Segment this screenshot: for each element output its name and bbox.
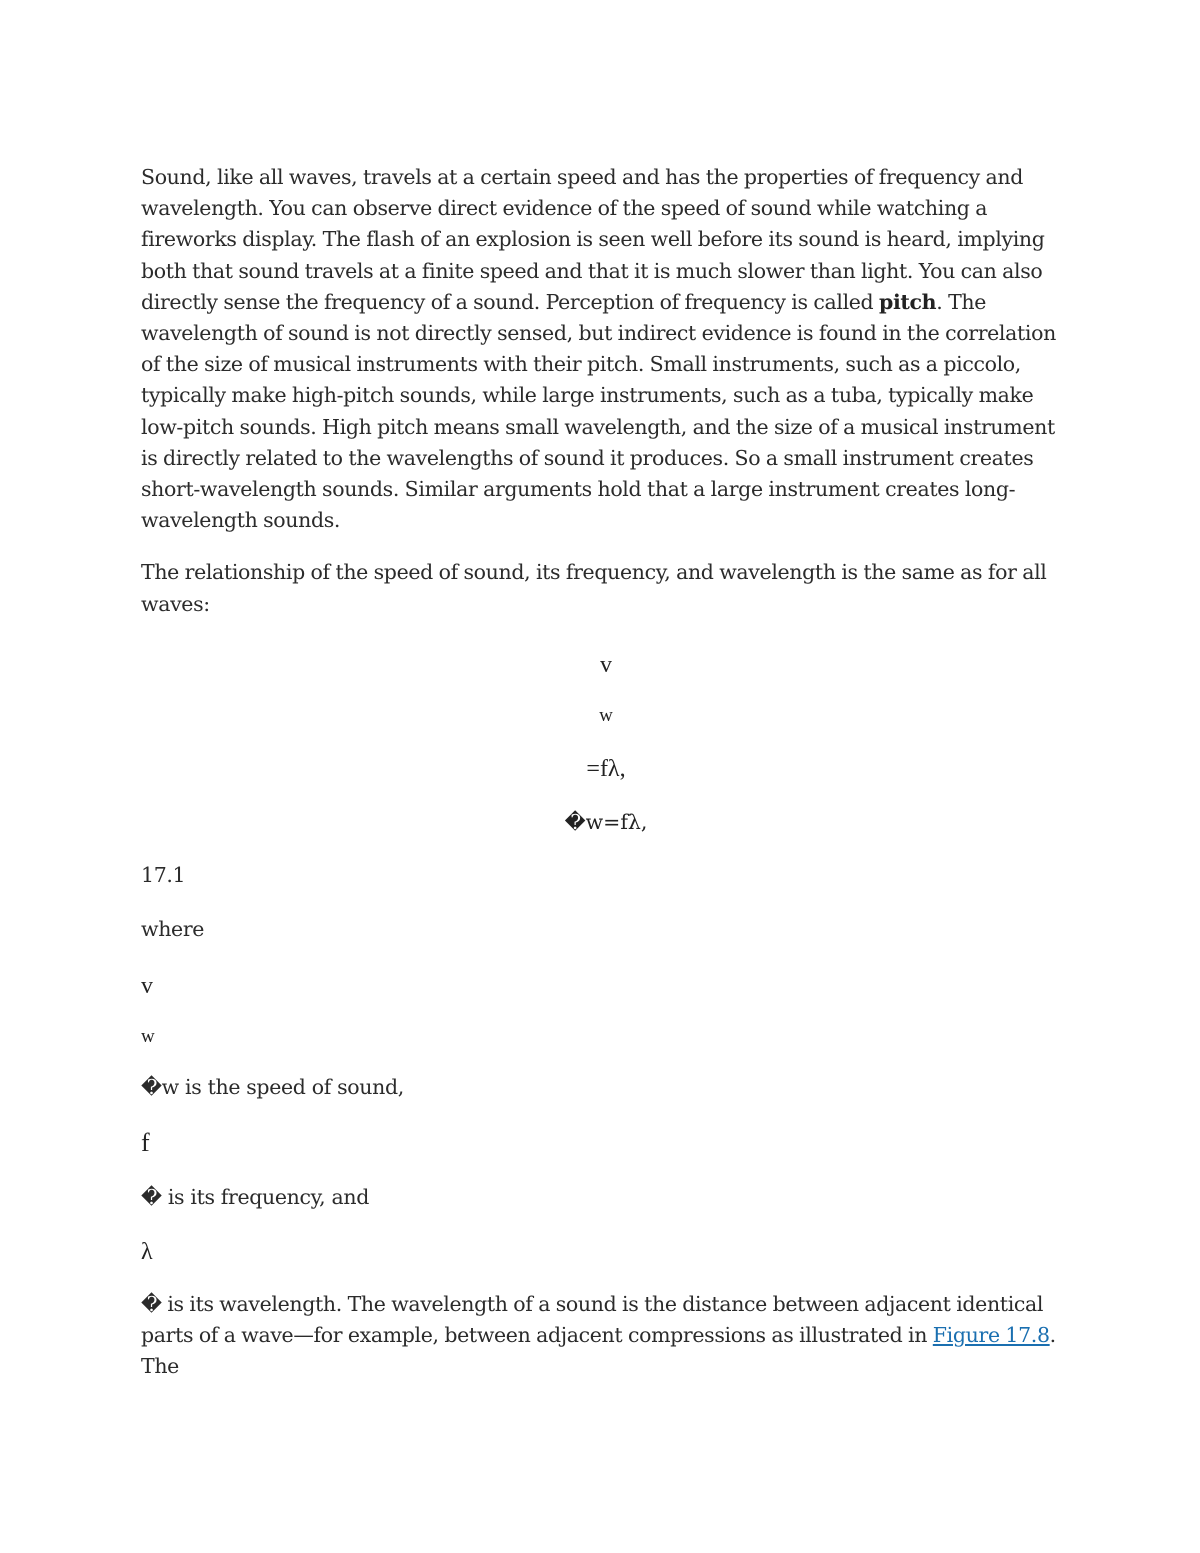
document-page — [141, 162, 1071, 1382]
equation-fallback-text: �w=fλ, — [564, 809, 648, 834]
equation-w-subscript: w — [599, 704, 613, 726]
definition-speed-text: �w is the speed of sound, — [141, 1074, 404, 1099]
relationship-paragraph: The relationship of the speed of sound, its frequency, and wavelength is the same as for all waves: — [141, 560, 1047, 616]
definition-lambda-symbol: λ — [141, 1238, 153, 1265]
definition-f-symbol: f — [141, 1127, 150, 1157]
figure-17-8-link[interactable]: Figure 17.8 — [932, 1323, 1050, 1348]
definition-w-subscript: w — [141, 1025, 155, 1047]
equation-v-symbol: v — [600, 651, 612, 678]
wavelength-text-part2: . The — [141, 1323, 1056, 1379]
intro-text-part1: Sound, like all waves, travels at a certain speed and has the properties of frequency and wavelength. You can observe direct evidence of the speed of sound while watching a fireworks display. The flash of an explosion is seen well before its sound is heard, implying both that sound travels at a finite speed and that it is much slower than light. You can also directly sense the frequency of a sound. Perception of frequency is called — [141, 165, 1045, 314]
intro-text-part2: . The wavelength of sound is not directly sensed, but indirect evidence is found in the correlation of the size of musical instruments with their pitch. Small instruments, such as a piccolo, typically make high-pitch sounds, while large instruments, such as a tuba, typically make low-pitch sounds. High pitch means small wavelength, and the size of a musical instrument is directly related to the wavelengths of sound it produces. So a small instrument creates short-wavelength sounds. Similar arguments hold that a large instrument creates long-wavelength sounds. — [141, 289, 1056, 533]
definition-frequency-text: � is its frequency, and — [141, 1184, 370, 1209]
where-label: where — [141, 916, 205, 941]
wavelength-text-part1: � is its wavelength. The wavelength of a sound is the distance between adjacent identical parts of a wave—for example, between adjacent compressions as illustrated in — [141, 1291, 1044, 1348]
definition-v-symbol: v — [141, 972, 153, 999]
equation-number: 17.1 — [141, 862, 186, 887]
wavelength-paragraph — [141, 1289, 1071, 1383]
pitch-term: pitch — [879, 289, 937, 314]
equation-rhs: =fλ, — [586, 755, 626, 782]
intro-paragraph — [141, 162, 1071, 536]
